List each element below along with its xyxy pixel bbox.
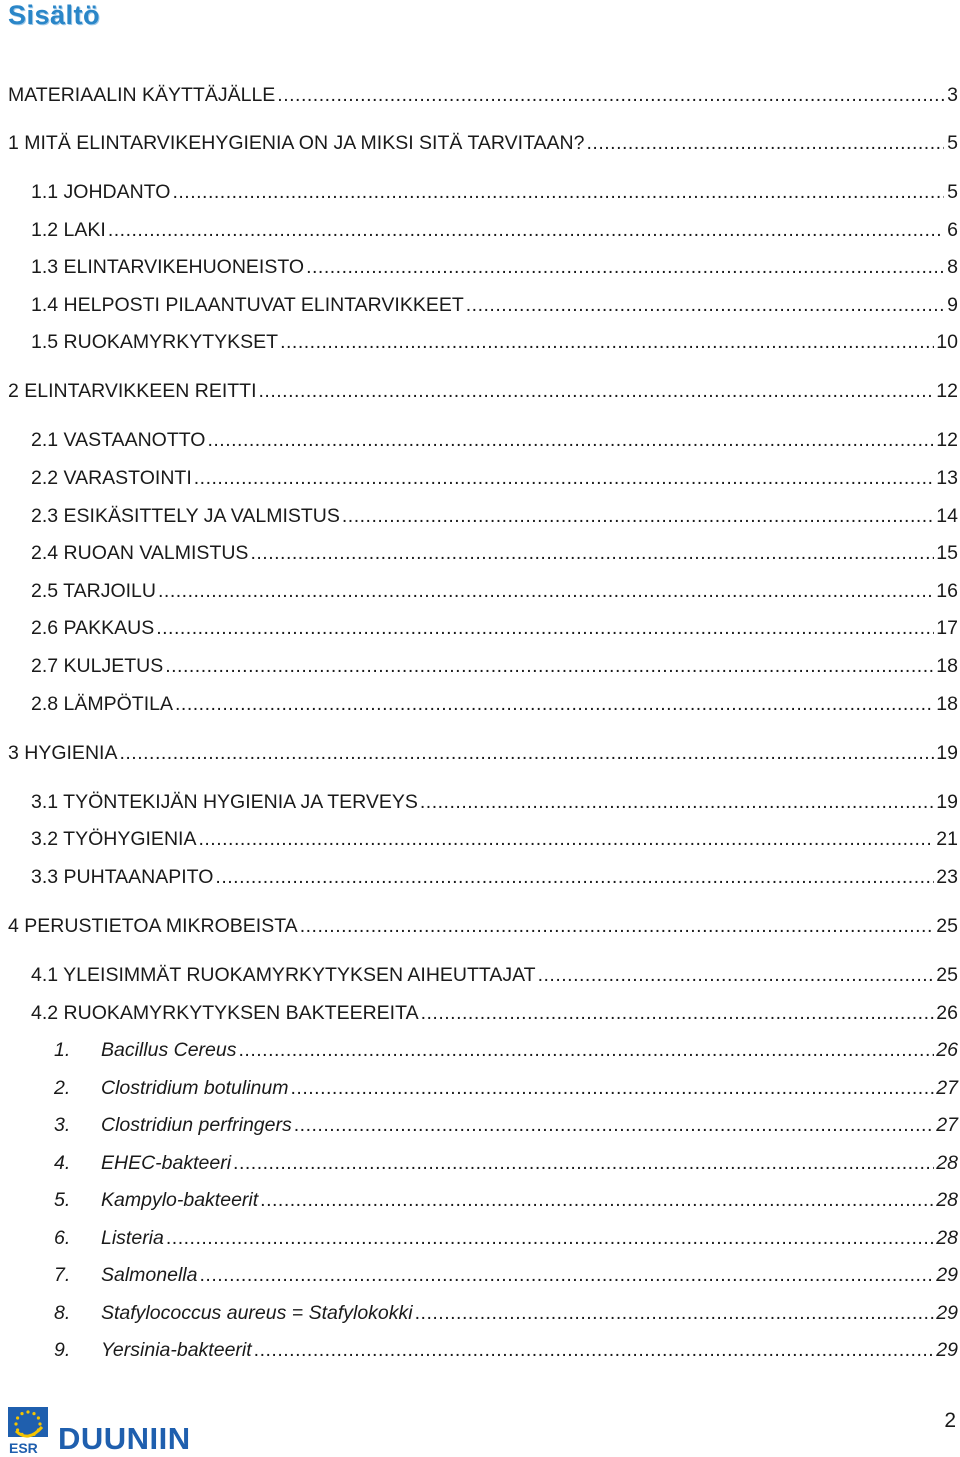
toc-entry-label: Clostridiun perfringers xyxy=(101,1114,292,1136)
toc-entry-label: 3.3 PUHTAANAPITO xyxy=(31,866,214,888)
toc-entry[interactable] xyxy=(31,292,958,318)
toc-entry-page: 10 xyxy=(936,331,958,353)
toc-leader-dots xyxy=(294,1112,935,1138)
toc-entry[interactable] xyxy=(8,82,958,108)
page-title: Sisältö xyxy=(8,0,101,30)
toc-entry[interactable] xyxy=(31,465,958,491)
toc-leader-dots xyxy=(250,540,934,566)
toc-entry[interactable] xyxy=(31,503,958,529)
toc-entry-label: 1.3 ELINTARVIKEHUONEISTO xyxy=(31,256,305,278)
toc-leader-dots xyxy=(156,615,934,641)
toc-entry-page: 18 xyxy=(936,693,958,715)
toc-leader-dots xyxy=(165,653,934,679)
toc-entry-label: 2.8 LÄMPÖTILA xyxy=(31,693,173,715)
toc-entry-page: 21 xyxy=(936,828,958,850)
toc-leader-dots xyxy=(254,1337,935,1363)
toc-entry-label: MATERIAALIN KÄYTTÄJÄLLE xyxy=(8,84,276,106)
toc-entry-page: 29 xyxy=(936,1302,958,1324)
esr-logo-text: ESR xyxy=(9,1440,38,1456)
toc-entry-page: 25 xyxy=(936,915,958,937)
toc-entry-page: 19 xyxy=(936,791,958,813)
toc-entry-label: 2.2 VARASTOINTI xyxy=(31,467,192,489)
toc-entry-page: 25 xyxy=(936,964,958,986)
toc-entry-page: 19 xyxy=(936,742,958,764)
toc-entry-number: 9. xyxy=(54,1339,71,1361)
toc-entry[interactable] xyxy=(31,1000,958,1026)
toc-entry-page: 26 xyxy=(936,1039,958,1061)
toc-leader-dots xyxy=(277,82,944,108)
toc-entry[interactable] xyxy=(8,913,958,939)
toc-entry[interactable] xyxy=(54,1037,958,1063)
toc-entry-label: 2.4 RUOAN VALMISTUS xyxy=(31,542,249,564)
toc-entry[interactable] xyxy=(31,540,958,566)
toc-entry-page: 6 xyxy=(947,219,958,241)
toc-entry-page: 16 xyxy=(936,580,958,602)
toc-entry-page: 14 xyxy=(936,505,958,527)
toc-entry[interactable] xyxy=(31,864,958,890)
toc-entry-label: 2.1 VASTAANOTTO xyxy=(31,429,206,451)
toc-entry[interactable] xyxy=(31,653,958,679)
toc-entry-label: 4.2 RUOKAMYRKYTYKSEN BAKTEEREITA xyxy=(31,1002,419,1024)
toc-leader-dots xyxy=(233,1150,934,1176)
toc-entry[interactable] xyxy=(54,1150,958,1176)
toc-entry[interactable] xyxy=(54,1075,958,1101)
toc-leader-dots xyxy=(194,465,935,491)
toc-entry[interactable] xyxy=(54,1262,958,1288)
toc-entry-page: 3 xyxy=(947,84,958,106)
page-number: 2 xyxy=(944,1409,956,1432)
toc-entry-page: 18 xyxy=(936,655,958,677)
toc-entry-label: 4.1 YLEISIMMÄT RUOKAMYRKYTYKSEN AIHEUTTAJAT xyxy=(31,964,536,986)
toc-entry[interactable] xyxy=(31,826,958,852)
toc-entry-page: 28 xyxy=(936,1152,958,1174)
toc-leader-dots xyxy=(415,1300,935,1326)
toc-entry-page: 27 xyxy=(936,1114,958,1136)
toc-entry-page: 28 xyxy=(936,1227,958,1249)
toc-entry-label: 1.2 LAKI xyxy=(31,219,106,241)
toc-entry-label: 1 MITÄ ELINTARVIKEHYGIENIA ON JA MIKSI SITÄ TARVITAAN? xyxy=(8,132,585,154)
toc-leader-dots xyxy=(199,1262,934,1288)
toc-leader-dots xyxy=(587,130,945,156)
toc-leader-dots xyxy=(207,427,934,453)
toc-entry-page: 23 xyxy=(936,866,958,888)
toc-leader-dots xyxy=(342,503,934,529)
toc-entry-page: 27 xyxy=(936,1077,958,1099)
toc-entry-page: 12 xyxy=(936,429,958,451)
toc-entry-page: 28 xyxy=(936,1189,958,1211)
toc-entry[interactable] xyxy=(31,179,958,205)
toc-entry[interactable] xyxy=(31,427,958,453)
toc-entry[interactable] xyxy=(31,962,958,988)
toc-entry-page: 26 xyxy=(936,1002,958,1024)
duuniin-wordmark: DUUNIIN xyxy=(58,1421,191,1456)
toc-entry-number: 1. xyxy=(54,1039,71,1061)
toc-entry-number: 5. xyxy=(54,1189,71,1211)
toc-leader-dots xyxy=(215,864,934,890)
toc-entry[interactable] xyxy=(54,1225,958,1251)
toc-entry-label: 1.5 RUOKAMYRKYTYKSET xyxy=(31,331,279,353)
toc-entry[interactable] xyxy=(31,578,958,604)
toc-entry-page: 8 xyxy=(947,256,958,278)
toc-entry[interactable] xyxy=(31,217,958,243)
toc-leader-dots xyxy=(259,378,935,404)
toc-leader-dots xyxy=(421,1000,935,1026)
toc-entry[interactable] xyxy=(31,789,958,815)
toc-entry[interactable] xyxy=(8,740,958,766)
toc-entry-label: Salmonella xyxy=(101,1264,198,1286)
toc-entry[interactable] xyxy=(54,1300,958,1326)
toc-entry-label: 2.3 ESIKÄSITTELY JA VALMISTUS xyxy=(31,505,340,527)
toc-entry-label: Yersinia-bakteerit xyxy=(101,1339,252,1361)
toc-entry-number: 4. xyxy=(54,1152,71,1174)
toc-entry-label: 2.7 KULJETUS xyxy=(31,655,164,677)
toc-entry[interactable] xyxy=(54,1337,958,1363)
toc-leader-dots xyxy=(172,179,944,205)
toc-entry-label: 4 PERUSTIETOA MIKROBEISTA xyxy=(8,915,298,937)
toc-entry-page: 13 xyxy=(936,467,958,489)
toc-entry-page: 29 xyxy=(936,1339,958,1361)
toc-entry-page: 17 xyxy=(936,617,958,639)
eu-flag-icon xyxy=(8,1407,48,1437)
toc-entry-number: 3. xyxy=(54,1114,71,1136)
toc-entry[interactable] xyxy=(8,378,958,404)
toc-entry-page: 15 xyxy=(936,542,958,564)
toc-entry-label: 1.1 JOHDANTO xyxy=(31,181,171,203)
toc-entry-page: 29 xyxy=(936,1264,958,1286)
toc-entry-number: 2. xyxy=(54,1077,71,1099)
toc-entry-label: Kampylo-bakteerit xyxy=(101,1189,259,1211)
toc-entry[interactable] xyxy=(31,254,958,280)
toc-leader-dots xyxy=(260,1187,934,1213)
toc-leader-dots xyxy=(119,740,934,766)
toc-entry-page: 12 xyxy=(936,380,958,402)
toc-entry-label: Listeria xyxy=(101,1227,164,1249)
toc-leader-dots xyxy=(538,962,935,988)
toc-entry[interactable] xyxy=(54,1187,958,1213)
toc-entry-number: 7. xyxy=(54,1264,71,1286)
toc-entry-label: 1.4 HELPOSTI PILAANTUVAT ELINTARVIKKEET xyxy=(31,294,464,316)
toc-entry-label: 3.2 TYÖHYGIENIA xyxy=(31,828,197,850)
toc-leader-dots xyxy=(108,217,944,243)
toc-entry-label: 3 HYGIENIA xyxy=(8,742,118,764)
toc-entry-page: 9 xyxy=(947,294,958,316)
toc-leader-dots xyxy=(420,789,934,815)
toc-leader-dots xyxy=(166,1225,934,1251)
toc-entry[interactable] xyxy=(31,329,958,355)
toc-leader-dots xyxy=(198,826,934,852)
toc-entry-label: Clostridium botulinum xyxy=(101,1077,289,1099)
toc-entry[interactable] xyxy=(8,130,958,156)
toc-entry-label: 3.1 TYÖNTEKIJÄN HYGIENIA JA TERVEYS xyxy=(31,791,418,813)
toc-leader-dots xyxy=(306,254,944,280)
toc-entry-page: 5 xyxy=(947,132,958,154)
esr-duuniin-logo xyxy=(8,1407,203,1457)
toc-entry-label: Bacillus Cereus xyxy=(101,1039,237,1061)
toc-entry-label: 2.5 TARJOILU xyxy=(31,580,156,602)
toc-entry-label: EHEC-bakteeri xyxy=(101,1152,232,1174)
toc-leader-dots xyxy=(466,292,944,318)
toc-entry[interactable] xyxy=(31,615,958,641)
toc-entry-number: 8. xyxy=(54,1302,71,1324)
toc-entry[interactable] xyxy=(54,1112,958,1138)
toc-entry-label: 2 ELINTARVIKKEEN REITTI xyxy=(8,380,257,402)
toc-leader-dots xyxy=(291,1075,935,1101)
toc-entry[interactable] xyxy=(31,691,958,717)
toc-leader-dots xyxy=(175,691,934,717)
toc-entry-page: 5 xyxy=(947,181,958,203)
toc-leader-dots xyxy=(280,329,934,355)
toc-leader-dots xyxy=(300,913,935,939)
toc-entry-number: 6. xyxy=(54,1227,71,1249)
toc-leader-dots xyxy=(158,578,934,604)
toc-leader-dots xyxy=(238,1037,934,1063)
toc-entry-label: 2.6 PAKKAUS xyxy=(31,617,155,639)
toc-entry-label: Stafylococcus aureus = Stafylokokki xyxy=(101,1302,413,1324)
